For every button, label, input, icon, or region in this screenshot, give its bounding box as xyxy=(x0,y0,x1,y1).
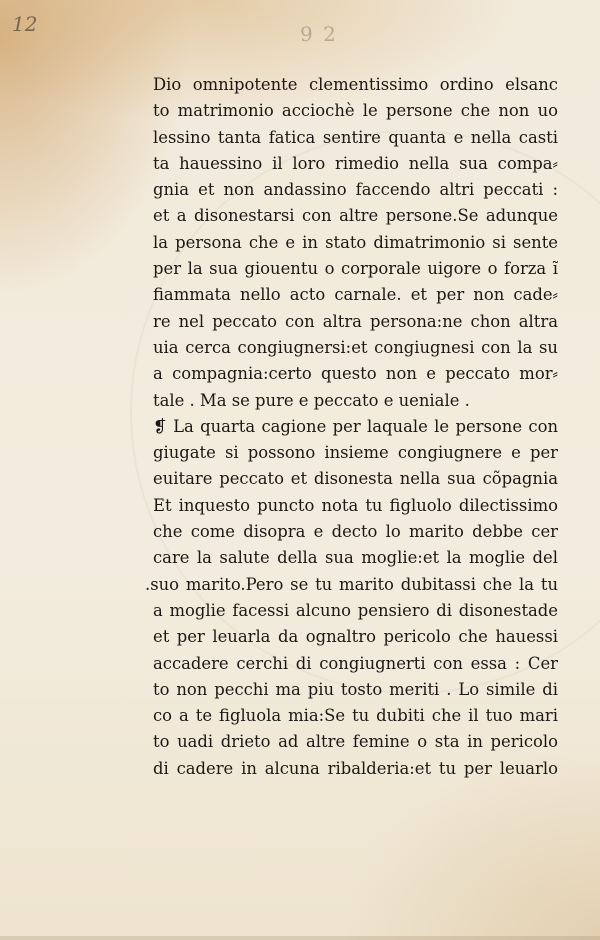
text-line: to uadi drieto ad altre femine o sta in pericolo xyxy=(153,732,558,752)
text-line: care la salute della sua moglie:et la moglie del xyxy=(153,548,558,568)
text-line: gnia et non andassino faccendo altri peccati : xyxy=(153,180,558,200)
text-line: Dio omnipotente clementissimo ordino elsanc xyxy=(153,75,558,94)
text-line: a compagnia:certo questo non e peccato mor⸗ xyxy=(153,364,558,384)
text-line: a moglie facessi alcuno pensiero di disonestade xyxy=(153,600,558,620)
text-line: uia cerca congiugnersi:et congiugnesi con la su xyxy=(153,337,558,357)
text-line: che come disopra e decto lo marito debbe cer xyxy=(153,522,558,542)
text-line: .suo marito.Pero se tu marito dubitassi che la tu xyxy=(145,574,558,594)
page-edge xyxy=(0,936,600,940)
text-line: Et inquesto puncto nota tu figluolo dilectissimo xyxy=(153,495,558,515)
text-line: per la sua giouentu o corporale uigore o forza ĩ xyxy=(153,259,558,279)
text-line: fiammata nello acto carnale. et per non cade⸗ xyxy=(153,285,558,305)
text-line: re nel peccato con altra persona:ne chon altra xyxy=(153,311,558,331)
text-block xyxy=(145,72,558,782)
text-line: ❡ La quarta cagione per laquale le persone con xyxy=(153,416,558,436)
text-line: et per leuarla da ognaltro pericolo che hauessi xyxy=(153,627,558,647)
text-line: la persona che e in stato dimatrimonio si sente xyxy=(153,232,558,252)
text-line: lessino tanta fatica sentire quanta e nella casti xyxy=(153,127,558,147)
text-line: di cadere in alcuna ribalderia:et tu per leuarlo xyxy=(153,758,558,778)
signature-mark: 9 2 xyxy=(300,22,338,46)
text-line: tale . Ma se pure e peccato e ueniale . xyxy=(153,390,470,410)
text-line: to non pecchi ma piu tosto meriti . Lo simile di xyxy=(153,679,558,699)
text-line: co a te figluola mia:Se tu dubiti che il tuo mari xyxy=(153,706,558,726)
folio-number: 12 xyxy=(12,12,38,36)
text-line: to matrimonio acciochè le persone che non uo xyxy=(153,101,558,121)
text-line: euitare peccato et disonesta nella sua cõpagnia xyxy=(153,469,558,489)
text-line: giugate si possono insieme congiugnere e per xyxy=(153,443,558,463)
text-line: accadere cerchi di congiugnerti con essa : Cer xyxy=(153,653,558,673)
text-line: et a disonestarsi con altre persone.Se adunque xyxy=(153,206,558,226)
text-line: ta hauessino il loro rimedio nella sua compa⸗ xyxy=(153,153,558,173)
